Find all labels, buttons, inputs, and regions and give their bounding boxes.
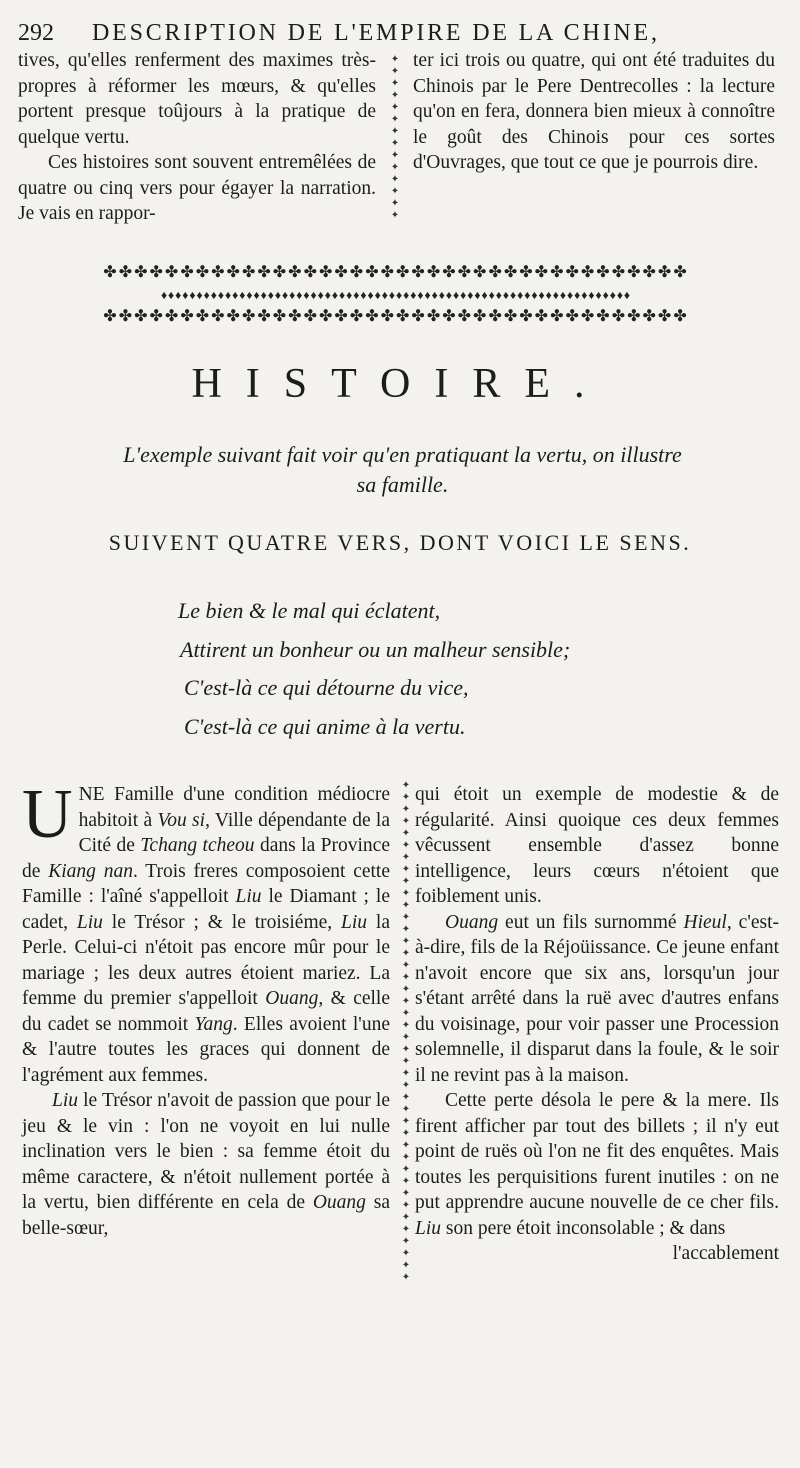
divider-glyph: ✦	[401, 852, 411, 863]
divider-glyph: ✦	[401, 1272, 411, 1283]
verse-line: Le bien & le mal qui éclatent,	[178, 598, 441, 623]
ornament-row: ✤✤✤✤✤✤✤✤✤✤✤✤✤✤✤✤✤✤✤✤✤✤✤✤✤✤✤✤✤✤✤✤✤✤✤✤✤✤	[103, 308, 689, 325]
divider-glyph: ✦	[401, 972, 411, 983]
divider-glyph: ✦	[390, 150, 400, 161]
divider-glyph: ✦	[401, 876, 411, 887]
divider-glyph: ✦	[390, 54, 400, 65]
top-left-column	[18, 48, 376, 227]
divider-glyph: ✦	[401, 1260, 411, 1271]
divider-glyph: ✦	[401, 1020, 411, 1031]
divider-glyph: ✦	[401, 912, 411, 923]
chapter-subtitle	[30, 440, 775, 500]
divider-glyph: ✦	[401, 1128, 411, 1139]
divider-glyph: ✦	[401, 1056, 411, 1067]
divider-glyph: ✦	[401, 1080, 411, 1091]
story-right-column	[415, 782, 779, 1267]
divider-glyph: ✦	[401, 780, 411, 791]
divider-glyph: ✦	[401, 960, 411, 971]
divider-glyph: ✦	[390, 174, 400, 185]
paragraph: Ouang eut un fils surnommé Hieul, c'est-à-dire, fils de la Réjoüissance. Ce jeune enfant n'avoit encore que six ans, lorsqu'un jour s'étant arrêté dans la ruë avec d'autres enfans du voisinage, pour voir passer une Procession solemnelle, il disparut dans la foule, & le soir il ne revint pas à la maison.	[415, 911, 779, 1086]
top-right-column	[413, 48, 775, 176]
drop-cap: U	[22, 776, 73, 853]
divider-glyph: ✦	[390, 66, 400, 77]
divider-glyph: ✦	[401, 804, 411, 815]
divider-glyph: ✦	[390, 198, 400, 209]
divider-glyph: ✦	[401, 1224, 411, 1235]
divider-glyph: ✦	[390, 138, 400, 149]
divider-glyph: ✦	[401, 1248, 411, 1259]
paragraph: Cette perte désola le pere & la mere. Ils firent afficher par tout des billets ; il n'y eut point de ruës où l'on ne fit des enquêtes. Mais toutes les perquisitions furent inutiles : on ne put apprendre aucune nouvelle de ce cher fils. Liu son pere étoit inconsolable ; & dans	[415, 1090, 779, 1239]
divider-glyph: ✦	[401, 864, 411, 875]
divider-glyph: ✦	[390, 114, 400, 125]
divider-glyph: ✦	[401, 1104, 411, 1115]
paragraph: tives, qu'elles renferment des maximes très-propres à réformer les mœurs, & qu'elles portent presque toûjours à la pratique de quelque vertu.	[18, 50, 376, 148]
paragraph: Liu le Trésor n'avoit de passion que pour le jeu & le vin : l'on ne voyoit en lui nulle inclination vers le bien : sa femme étoit du même caractere, & n'étoit nullement portée à la vertu, bien différente en cela de Ouang sa belle-sœur,	[22, 1090, 390, 1239]
divider-glyph: ✦	[401, 840, 411, 851]
chapter-title: HISTOIRE.	[191, 361, 609, 407]
paragraph: Ces histoires sont souvent entremêlées de quatre ou cinq vers pour égayer la narration. Je vais en rappor-	[18, 152, 376, 224]
divider-glyph: ✦	[401, 1188, 411, 1199]
divider-glyph: ✦	[401, 792, 411, 803]
ornament-row: ✤✤✤✤✤✤✤✤✤✤✤✤✤✤✤✤✤✤✤✤✤✤✤✤✤✤✤✤✤✤✤✤✤✤✤✤✤✤	[103, 264, 689, 281]
divider-glyph: ✦	[401, 1032, 411, 1043]
column-divider-ornament	[389, 54, 401, 230]
divider-glyph: ✦	[401, 936, 411, 947]
column-divider-ornament	[400, 780, 412, 1285]
divider-glyph: ✦	[401, 1152, 411, 1163]
verse-line: C'est-là ce qui anime à la vertu.	[184, 713, 466, 739]
running-title: DESCRIPTION DE L'EMPIRE DE LA CHINE,	[92, 20, 660, 46]
divider-glyph: ✦	[401, 1140, 411, 1151]
divider-glyph: ✦	[401, 1212, 411, 1223]
page-header	[14, 14, 786, 48]
subtitle-line: L'exemple suivant fait voir qu'en pratiquant la vertu, on illustre	[123, 442, 682, 467]
verses-block	[178, 592, 738, 746]
divider-glyph: ✦	[401, 1200, 411, 1211]
divider-glyph: ✦	[401, 1044, 411, 1055]
verses-heading: SUIVENT QUATRE VERS, DONT VOICI LE SENS.	[108, 530, 692, 555]
divider-glyph: ✦	[401, 816, 411, 827]
paragraph: ter ici trois ou quatre, qui ont été traduites du Chinois par le Pere Dentrecolles : la lecture qu'on en fera, donnera bien mieux à connoître le goût des Chinois pour ces sortes d'Ouvrages, que tout ce que je pourrois dire.	[413, 50, 775, 173]
divider-glyph: ✦	[401, 888, 411, 899]
divider-glyph: ✦	[401, 1176, 411, 1187]
divider-glyph: ✦	[401, 996, 411, 1007]
divider-glyph: ✦	[401, 828, 411, 839]
subtitle-line: sa famille.	[356, 472, 449, 497]
verse-line: C'est-là ce qui détourne du vice,	[184, 675, 469, 700]
divider-glyph: ✦	[401, 1236, 411, 1247]
divider-glyph: ✦	[401, 1116, 411, 1127]
divider-glyph: ✦	[401, 1164, 411, 1175]
paragraph: UNE Famille d'une condition médiocre habitoit à Vou si, Ville dépendante de la Cité de Tchang tcheou dans la Province de Kiang nan. Trois freres composoient cette Famille : l'aîné s'appelloit Liu le Diamant ; le cadet, Liu le Trésor ; & le troisiéme, Liu la Perle. Celui-ci n'étoit pas encore mûr pour le mariage ; les deux autres étoient mariez. La femme du premier s'appelloit Ouang, & celle du cadet se nommoit Yang. Elles avoient l'une & l'autre toutes les graces qui donnent de l'agrément aux femmes.	[22, 776, 391, 1086]
story-left-column	[22, 776, 391, 1241]
divider-glyph: ✦	[401, 984, 411, 995]
decorative-headband	[18, 262, 774, 330]
page-number: 292	[18, 20, 54, 46]
divider-glyph: ✦	[390, 90, 400, 101]
catchword: l'accablement	[672, 1243, 779, 1264]
divider-glyph: ✦	[390, 210, 400, 221]
paragraph: qui étoit un exemple de modestie & de régularité. Ainsi quoique ces deux femmes vêcussent ensemble d'assez bonne intelligence, leurs cœurs n'étoient que foiblement unis.	[415, 784, 779, 907]
divider-glyph: ✦	[401, 1092, 411, 1103]
verse-line: Attirent un bonheur ou un malheur sensible;	[180, 636, 571, 662]
divider-glyph: ✦	[390, 102, 400, 113]
divider-glyph: ✦	[401, 900, 411, 911]
divider-glyph: ✦	[390, 126, 400, 137]
divider-glyph: ✦	[401, 1068, 411, 1079]
ornament-row: ♦♦♦♦♦♦♦♦♦♦♦♦♦♦♦♦♦♦♦♦♦♦♦♦♦♦♦♦♦♦♦♦♦♦♦♦♦♦♦♦♦♦♦♦♦♦♦♦♦♦♦♦♦♦♦♦♦♦♦♦♦♦♦♦♦♦	[160, 288, 632, 302]
divider-glyph: ✦	[401, 924, 411, 935]
divider-glyph: ✦	[390, 78, 400, 89]
divider-glyph: ✦	[401, 948, 411, 959]
divider-glyph: ✦	[390, 162, 400, 173]
divider-glyph: ✦	[390, 186, 400, 197]
divider-glyph: ✦	[401, 1008, 411, 1019]
